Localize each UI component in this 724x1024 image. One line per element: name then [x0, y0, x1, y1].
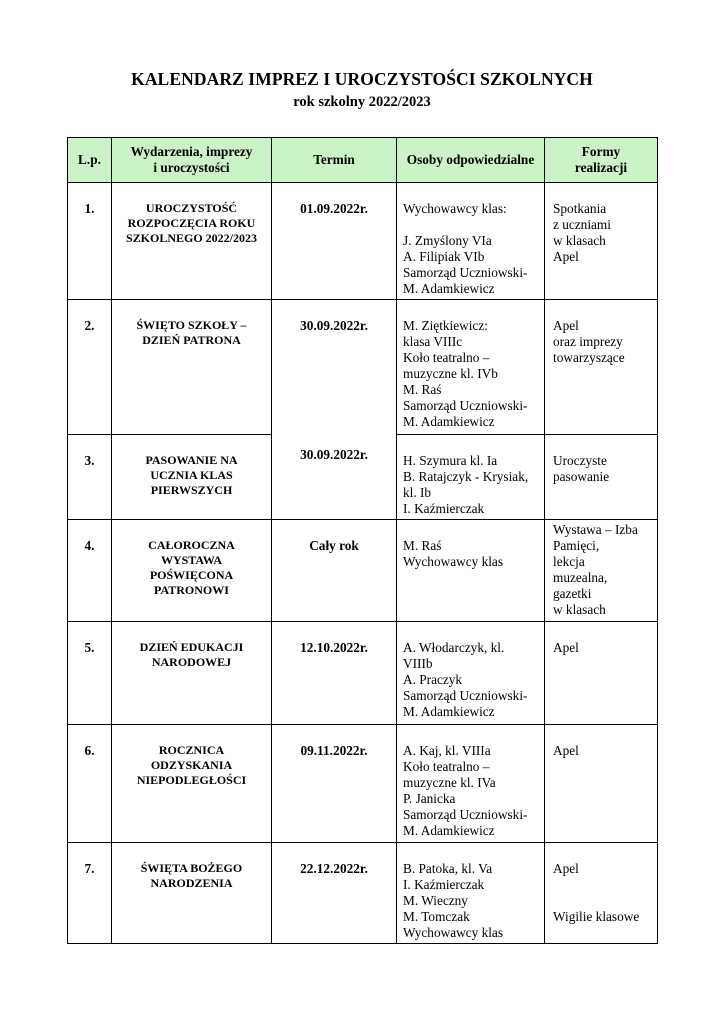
row-lp: 4. [68, 520, 112, 622]
page-subtitle: rok szkolny 2022/2023 [293, 94, 431, 110]
row-lp: 5. [68, 622, 112, 725]
table-row [68, 843, 658, 944]
row-forms: Spotkania z uczniami w klasach Apel [545, 183, 658, 300]
row-term: 30.09.2022r. 30.09.2022r. [272, 300, 397, 520]
table-row [68, 183, 658, 300]
row-event: CAŁOROCZNA WYSTAWA POŚWIĘCONA PATRONOWI [112, 520, 272, 622]
row-forms: Apel Wigilie klasowe [545, 843, 658, 944]
row-persons: A. Włodarczyk, kl. VIIIb A. Praczyk Samorząd Uczniowski- M. Adamkiewicz [397, 622, 545, 725]
row-forms: Wystawa – Izba Pamięci, lekcja muzealna, gazetki w klasach [545, 520, 658, 622]
row-event: ŚWIĘTO SZKOŁY – DZIEŃ PATRONA [112, 300, 272, 435]
table-row [68, 300, 658, 435]
table-row [68, 622, 658, 725]
row-forms: Apel [545, 622, 658, 725]
row-event: UROCZYSTOŚĆ ROZPOCZĘCIA ROKU SZKOLNEGO 2022/2023 [112, 183, 272, 300]
row-term: 12.10.2022r. [272, 622, 397, 725]
row-lp: 1. [68, 183, 112, 300]
row-forms: Apel [545, 725, 658, 843]
header-persons: Osoby odpowiedzialne [397, 138, 545, 183]
row-term: 01.09.2022r. [272, 183, 397, 300]
row-event: PASOWANIE NA UCZNIA KLAS PIERWSZYCH [112, 435, 272, 520]
row-lp: 3. [68, 435, 112, 520]
row-event: ŚWIĘTA BOŻEGO NARODZENIA [112, 843, 272, 944]
row-term: Cały rok [272, 520, 397, 622]
row-persons: B. Patoka, kl. Va I. Kaźmierczak M. Wieczny M. Tomczak Wychowawcy klas [397, 843, 545, 944]
row-persons: A. Kaj, kl. VIIIa Koło teatralno – muzyczne kl. IVa P. Janicka Samorząd Uczniowski- M. Adamkiewicz [397, 725, 545, 843]
header-lp: L.p. [68, 138, 112, 183]
header-events: Wydarzenia, imprezy i uroczystości [112, 138, 272, 183]
row-event: DZIEŃ EDUKACJI NARODOWEJ [112, 622, 272, 725]
table-row [68, 725, 658, 843]
header-term: Termin [272, 138, 397, 183]
row-lp: 7. [68, 843, 112, 944]
row-term-secondary: 30.09.2022r. [300, 447, 368, 462]
row-persons: Wychowawcy klas: J. Zmyślony VIa A. Filipiak VIb Samorząd Uczniowski- M. Adamkiewicz [397, 183, 545, 300]
row-lp: 6. [68, 725, 112, 843]
table-row [68, 520, 658, 622]
page-title: KALENDARZ IMPREZ I UROCZYSTOŚCI SZKOLNYCH [131, 69, 593, 89]
row-term: 22.12.2022r. [272, 843, 397, 944]
events-table [67, 137, 658, 944]
header-forms: Formy realizacji [545, 138, 658, 183]
row-forms: Uroczyste pasowanie [545, 435, 658, 520]
row-forms: Apel oraz imprezy towarzyszące [545, 300, 658, 435]
row-persons: M. Raś Wychowawcy klas [397, 520, 545, 622]
row-term: 09.11.2022r. [272, 725, 397, 843]
row-persons: M. Ziętkiewicz: klasa VIIIc Koło teatralno – muzyczne kl. IVb M. Raś Samorząd Uczniowski- M. Adamkiewicz [397, 300, 545, 435]
row-lp: 2. [68, 300, 112, 435]
row-event: ROCZNICA ODZYSKANIA NIEPODLEGŁOŚCI [112, 725, 272, 843]
table-header-row [68, 138, 658, 183]
row-persons: H. Szymura kl. Ia B. Ratajczyk - Krysiak, kl. Ib I. Kaźmierczak [397, 435, 545, 520]
